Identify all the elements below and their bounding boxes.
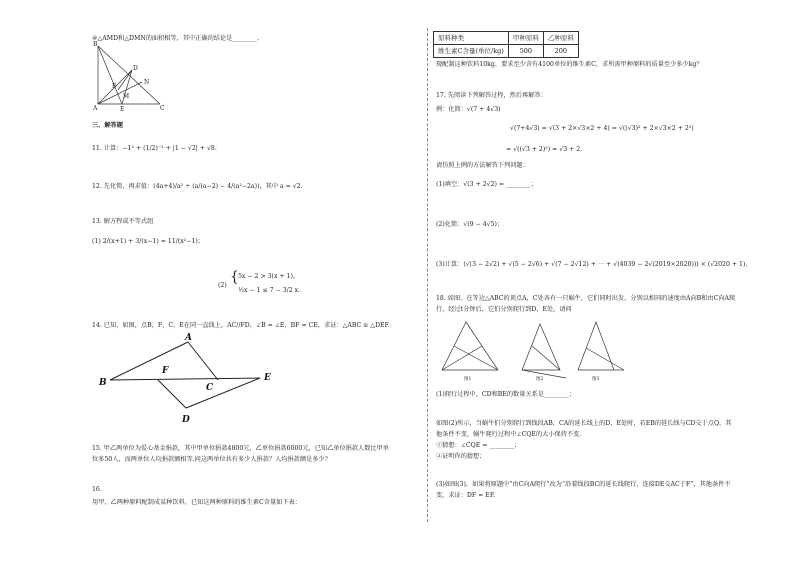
fig10-label-f: F	[112, 83, 117, 90]
q18-part2-line1: 如图(2)所示，当蜗牛们分别爬行到线段AB，CA的延长线上的D，E处时，若EB的延长线与CD交于点Q，其	[436, 420, 732, 427]
q17-example: 例：化简：√(7 + 4√3)	[436, 106, 501, 113]
q18-fig2-caption: 图2	[536, 377, 544, 382]
column-divider	[427, 28, 428, 522]
fig14-label-d: D	[182, 415, 190, 425]
fig14-label-a: A	[185, 333, 192, 343]
table-header-cell: 乙种原料	[543, 32, 578, 45]
q10-figure	[90, 40, 170, 112]
fig10-label-n: N	[144, 79, 150, 86]
q18-line1: 18. 如图，在等边△ABC的顶点A，C处各有一只蜗牛，它们同时出发，分别以相同的速度由A向B和由C向A爬	[436, 295, 736, 302]
q14-figure	[92, 330, 282, 425]
q16-number: 16.	[92, 486, 102, 493]
table-header-row	[434, 32, 579, 45]
q17-step2: = √((√3 + 2)²) = √3 + 2.	[506, 146, 583, 153]
q13-part2-label: (2)	[218, 282, 227, 289]
q18-line2: 行，经过t分钟后，它们分别爬行到D，E处，请问	[436, 306, 572, 313]
q13-brace: {	[230, 269, 239, 285]
q13-part2-line1: 5x − 2 > 3(x + 1)，	[238, 273, 300, 280]
table-row	[434, 45, 579, 58]
q18-part3-line2: 变，求证：DF = EF.	[436, 492, 496, 499]
q17-prompt: 请仿照上例的方法解答下列问题：	[436, 162, 529, 169]
fig10-label-c: C	[160, 105, 165, 112]
vitamin-table	[433, 31, 579, 58]
q18-part2-line2: 他条件不变，蜗牛爬行过程中∠CQE的大小保持不变.	[436, 431, 582, 438]
q18-part1: (1)爬行过程中，CD和BE的数量关系是________；	[436, 391, 575, 398]
q14: 14. 已知，如图，点B，F，C，E在同一直线上，AC//FD，∠B = ∠E，BF = CE，求证：△ABC ≅ △DEF.	[92, 322, 390, 329]
fig10-label-a: A	[93, 105, 98, 112]
q11: 11. 计算：−1² + (1/2)⁻¹ + |1 − √2| + √8.	[92, 145, 217, 152]
q13-title: 13. 解方程或不等式组	[92, 218, 154, 225]
q17-part3: (3)计算：(√(3 − 2√2) + √(5 − 2√6) + √(7 − 2√12) + ⋯ + √(4039 − 2√(2019×2020))) × (√2020 + 1).	[436, 261, 748, 268]
q15-line2: 位多50人，而两单位人均捐款额相等.问这两单位共有多少人捐款？人均捐款额是多少？	[92, 456, 331, 463]
q17-step1: √(7+4√3) = √(3 + 2×√3×2 + 4) = √((√3)² + 2×√3×2 + 2²)	[510, 125, 694, 132]
q17-part1: (1)填空：√(3 + 2√2) = ________；	[436, 181, 538, 188]
q12: 12. 先化简，再求值：(4a+4)/a² ÷ (a/(a−2) − 4/(a²−2a))，其中 a = √2.	[92, 183, 303, 190]
table-cell: 500	[508, 45, 543, 58]
fig10-label-b: B	[93, 41, 98, 48]
q13-part1: (1) 2/(x+1) + 3/(x−1) = 11/(x²−1)；	[92, 238, 204, 245]
q16-continued: 现配制这种饮料10kg，要求至少含有4100单位的维生素C，求所需甲种原料的质量至少多少kg？	[436, 61, 703, 68]
fig10-label-e: E	[120, 106, 125, 112]
fig14-label-e: E	[264, 373, 271, 383]
q18-part2-proof: ②证明你的猜想；	[436, 453, 486, 460]
q18-figures	[436, 318, 626, 384]
fig14-label-f: F	[162, 366, 169, 376]
q17-part2: (2)化简：√(9 − 4√5)；	[436, 221, 504, 228]
table-header-cell: 原料种类	[434, 32, 509, 45]
q17-title: 17. 先阅读下列解答过程，然后再解答：	[436, 92, 547, 99]
q18-part2-guess: ①猜想：∠CQE = ________；	[436, 442, 521, 449]
q15-line1: 15. 甲乙两单位为爱心基金捐款，其中甲单位捐款4800元，乙单位捐款6000元，已知乙单位捐款人数比甲单	[92, 445, 389, 452]
q18-fig3-caption: 图3	[592, 377, 600, 382]
table-header-cell: 甲种原料	[508, 32, 543, 45]
q16-text: 用甲、乙两种原料配制成某种饮料，已知这两种原料的维生素C含量如下表：	[92, 499, 301, 506]
section3-heading: 三、解答题	[92, 122, 123, 129]
q10-item4: ④△AMD和△DMN的面积相等，其中正确的结论是________.	[92, 35, 260, 42]
fig10-label-m: M	[123, 93, 130, 100]
table-row-label: 维生素C含量(单位/kg)	[434, 45, 509, 58]
fig14-label-c: C	[206, 383, 214, 393]
q18-part3-line1: (3)如图(3)，如果将原题中“由C向A爬行”改为“沿着线段BC的延长线爬行，连接DE交AC于F”，其他条件不	[436, 481, 731, 488]
table-cell: 200	[543, 45, 578, 58]
q13-part2-line2: ½x − 1 ≤ 7 − 3/2 x.	[238, 287, 301, 294]
fig10-label-d: D	[133, 65, 138, 72]
fig14-label-b: B	[99, 378, 107, 388]
q18-fig1-caption: 图1	[464, 377, 472, 382]
